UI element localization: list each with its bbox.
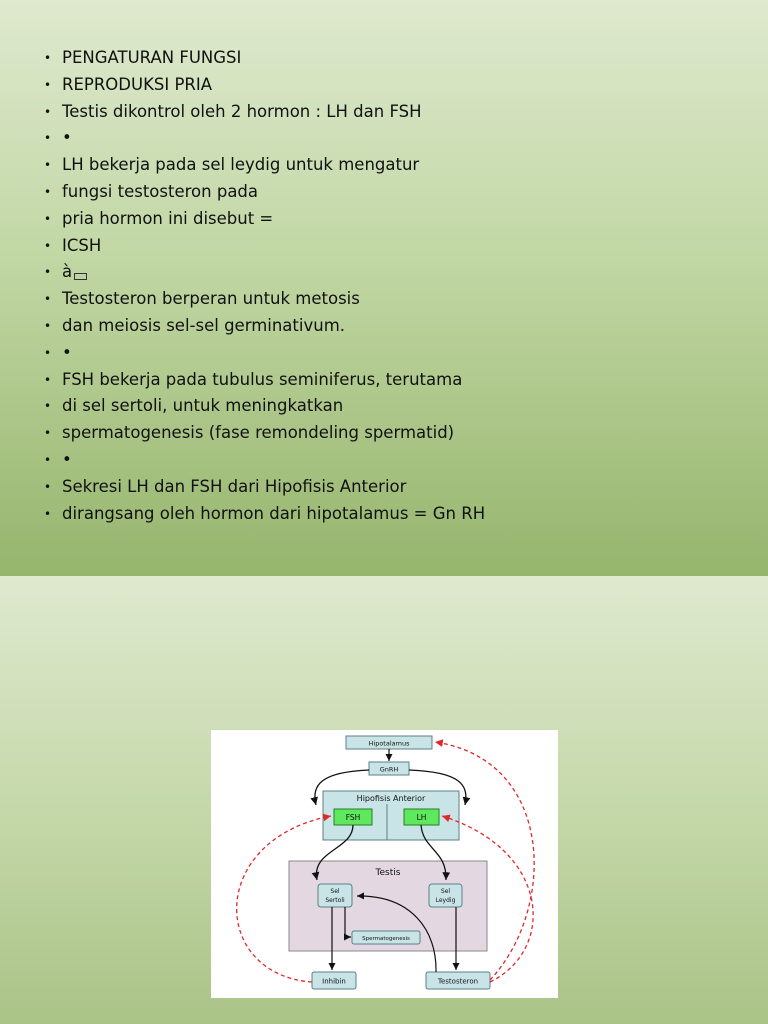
bullet-text: • — [62, 128, 72, 148]
sertoli-label-1: Sel — [330, 888, 340, 895]
bullet-dot: • — [44, 318, 52, 333]
bullet-dot: • — [44, 184, 52, 199]
leydig-label-1: Sel — [440, 888, 451, 895]
bullet-text: PENGATURAN FUNGSI — [62, 48, 242, 67]
bullet-item — [44, 313, 485, 340]
bullet-text: Testosteron berperan untuk metosis — [62, 289, 360, 309]
bullet-item — [44, 125, 485, 152]
bullet-dot: • — [44, 452, 52, 467]
lh-label: LH — [416, 813, 427, 822]
bullet-item — [44, 45, 485, 72]
missing-glyph-icon — [74, 273, 87, 280]
bullet-dot: • — [44, 479, 52, 494]
sertoli-label-2: Sertoli — [325, 897, 345, 904]
fsh-label: FSH — [345, 813, 361, 822]
bullet-text: LH bekerja pada sel leydig untuk mengatur — [62, 155, 420, 175]
bullet-text: dirangsang oleh hormon dari hipotalamus = Gn RH — [62, 503, 486, 523]
bullet-dot: • — [44, 104, 52, 119]
bullet-dot: • — [44, 399, 52, 414]
spermatogenesis-label: Spermatogenesis — [362, 936, 410, 942]
bullet-item — [44, 474, 485, 501]
bullet-list — [44, 45, 485, 527]
bullet-dot: • — [44, 211, 52, 226]
slide-2 — [0, 576, 768, 1024]
bullet-text: fungsi testosteron pada — [62, 181, 259, 201]
bullet-item — [44, 393, 485, 420]
hipotalamus-label: Hipotalamus — [368, 739, 410, 748]
bullet-item — [44, 420, 485, 447]
bullet-item — [44, 152, 485, 179]
bullet-dot: • — [44, 77, 52, 92]
bullet-text: spermatogenesis (fase remondeling spermatid) — [62, 423, 455, 443]
diagram-svg — [211, 730, 558, 998]
bullet-dot: • — [44, 292, 52, 307]
bullet-dot: • — [44, 372, 52, 387]
bullet-text: Sekresi LH dan FSH dari Hipofisis Anterior — [62, 476, 407, 496]
bullet-item — [44, 206, 485, 233]
bullet-dot: • — [44, 265, 52, 280]
bullet-item — [44, 367, 485, 394]
bullet-text: Testis dikontrol oleh 2 hormon : LH dan FSH — [62, 101, 422, 121]
testosteron-label: Testosteron — [437, 977, 479, 986]
bullet-text: • — [62, 449, 72, 469]
bullet-item — [44, 72, 485, 99]
bullet-dot: • — [44, 426, 52, 441]
testis-label: Testis — [375, 868, 401, 878]
bullet-item — [44, 340, 485, 367]
bullet-text: à — [62, 262, 73, 282]
bullet-text: dan meiosis sel-sel germinativum. — [62, 315, 346, 335]
bullet-text: ICSH — [62, 235, 102, 255]
bullet-dot: • — [44, 51, 52, 65]
hipofisis-label: Hipofisis Anterior — [356, 794, 426, 803]
bullet-text: • — [62, 342, 72, 362]
bullet-dot: • — [44, 131, 52, 146]
hormone-diagram — [211, 730, 558, 998]
bullet-dot: • — [44, 345, 52, 360]
bullet-text: FSH bekerja pada tubulus seminiferus, terutama — [62, 369, 463, 389]
bullet-dot: • — [44, 506, 52, 521]
bullet-item — [44, 179, 485, 206]
gnrh-label: GnRH — [379, 765, 399, 774]
bullet-dot: • — [44, 158, 52, 173]
bullet-item — [44, 501, 485, 528]
inhibin-label: Inhibin — [322, 977, 346, 986]
bullet-item — [44, 233, 485, 260]
bullet-text: pria hormon ini disebut = — [62, 208, 274, 228]
bullet-item — [44, 259, 485, 286]
bullet-text: di sel sertoli, untuk meningkatkan — [62, 396, 344, 416]
leydig-label-2: Leydig — [435, 897, 456, 904]
bullet-item — [44, 447, 485, 474]
bullet-item — [44, 286, 485, 313]
bullet-item — [44, 99, 485, 126]
bullet-text: REPRODUKSI PRIA — [62, 74, 213, 94]
bullet-dot: • — [44, 238, 52, 253]
